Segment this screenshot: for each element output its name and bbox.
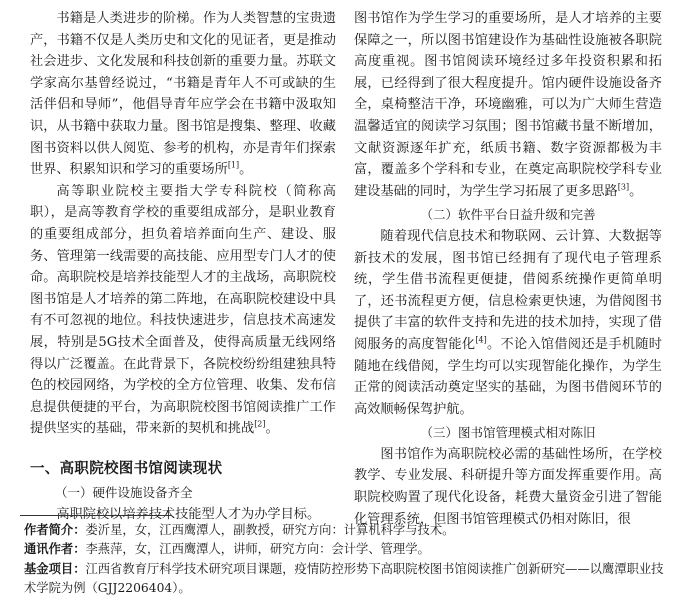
funding-note: 基金项目：江西省教育厅科学技术研究项目课题，疫情防控形势下高职院校图书馆阅读推广创新研究——以鹰潭职业技术学院为例（GJJ2206404）。 — [24, 561, 664, 596]
paragraph: 高职院校以培养技术技能型人才为办学目标。 — [56, 507, 321, 523]
corresponding-author-note: 通讯作者：李燕萍，女，江西鹰潭人，讲师，研究方向：会计学、管理学。 — [24, 542, 430, 557]
paragraph: 随着现代信息技术和物联网、云计算、大数据等新技术的发展，图书馆已经拥有了现代电子管理系统，学生借书流程更便捷，借阅系统操作更简单明了，还书流程更方便，信息检索更快速，为借阅图书提供了丰富的软件支持和先进的技术加持，实现了借阅服务的高度智能化[4]。不论入馆借阅还是手机随时随地在线借阅，学生均可以实现智能化操作，为学生正常的阅读活动奠定坚实的基础，为图书借阅环节的高效顺畅保驾护航。 — [354, 228, 662, 417]
subsection-heading: （二）软件平台日益升级和完善 — [420, 207, 596, 223]
author-note: 作者简介：娄沂星，女，江西鹰潭人，副教授，研究方向：计算机科学与技术。 — [24, 523, 455, 537]
paragraph: 图书馆作为高职院校必需的基础性场所，在学校教学、专业发展、科研提升等方面发挥重要作用。高职院校购置了现代化设备，耗费大量资金引进了智能化管理系统，但图书馆管理模式仍相对陈旧，很 — [354, 446, 662, 527]
citation[interactable]: [2] — [254, 419, 266, 429]
subsection-heading: （三）图书馆管理模式相对陈旧 — [420, 425, 596, 441]
citation[interactable]: [1] — [227, 160, 240, 170]
left-column — [30, 8, 336, 526]
paragraph: 书籍是人类进步的阶梯。作为人类智慧的宝贵遗产，书籍不仅是人类历史和文化的见证者，更是推动社会进步、文化发展和科技创新的重要力量。苏联文学家高尔基曾经说过，“书籍是青年人不可或缺的生活伴侣和导师”，他倡导青年应学会在书籍中汲取知识，从书籍中获取力量。图书馆是搜集、整理、收藏图书资料以供人阅览、参考的机构，亦是青年们探索世界、积累知识和学习的重要场所[1]。 — [30, 11, 336, 178]
subsection-heading: （一）硬件设施设备齐全 — [55, 485, 193, 501]
citation[interactable]: [3] — [617, 182, 630, 192]
paragraph: 图书馆作为学生学习的重要场所，是人才培养的主要保障之一，所以图书馆建设作为基础性设施被各职院高度重视。图书馆阅读环境经过多年投资积累和拓展，已经得到了很大程度提升。馆内硬件设施设备齐全，桌椅整洁干净，环境幽雅，可以为广大师生营造温馨适宜的阅读学习氛围；图书馆藏书量不断增加，文献资源逐年扩充，纸质书籍、数字资源都极为丰富，覆盖多个学科和专业，在奠定高职院校学科专业建设基础的同时，为学生学习拓展了更多思路[3]。 — [354, 11, 662, 199]
footnotes — [24, 521, 672, 599]
footnote-divider — [20, 515, 172, 516]
citation[interactable]: [4] — [475, 335, 487, 345]
paragraph: 高等职业院校主要指大学专科院校（简称高职），是高等教育学校的重要组成部分，是职业教育的重要组成部分，担负着培养面向生产、建设、服务、管理第一线需要的高技能、应用型专门人才的使命。高职院校是培养技能型人才的主战场，高职院校图书馆是人才培养的第二阵地，在高职院校建设中具有不可忽视的地位。科技快速进步，信息技术高速发展，特别是5G技术全面普及，使得高质量无线网络得以广泛覆盖。在此背景下，各院校纷纷组建独具特色的校园网络，为学校的全方位管理、收集、发布信息提供便捷的平台，为高职院校图书馆阅读推广工作提供坚实的基础，带来新的契机和挑战[2]。 — [30, 183, 336, 437]
section-heading: 一、高职院校图书馆阅读现状 — [30, 460, 223, 477]
right-column — [354, 8, 662, 530]
